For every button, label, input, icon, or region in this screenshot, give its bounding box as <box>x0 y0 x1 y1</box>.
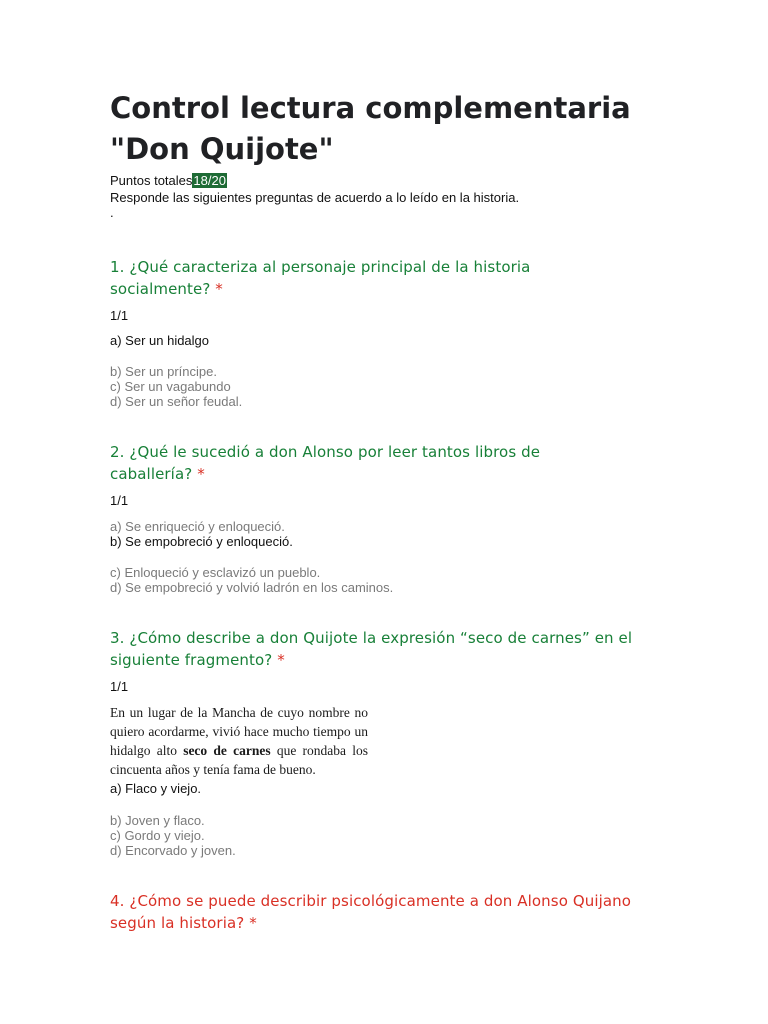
title-line-2: "Don Quijote" <box>110 132 334 166</box>
fragment-highlight: seco de carnes <box>183 743 271 758</box>
option-c[interactable]: c) Ser un vagabundo <box>110 379 231 394</box>
options-list <box>110 519 670 595</box>
question-2 <box>110 441 670 595</box>
title-line-1: Control lectura complementaria <box>110 91 631 125</box>
question-3 <box>110 627 670 858</box>
option-d[interactable]: d) Encorvado y joven. <box>110 843 236 858</box>
description-dot: . <box>110 205 114 220</box>
total-points <box>110 173 670 189</box>
required-asterisk: * <box>197 465 205 483</box>
question-4 <box>110 890 670 934</box>
option-c[interactable]: c) Gordo y viejo. <box>110 828 205 843</box>
form-description: Responde las siguientes preguntas de acuerdo a lo leído en la historia. <box>110 190 520 205</box>
quiz-page <box>110 88 670 934</box>
option-b-selected[interactable]: b) Se empobreció y enloqueció. <box>110 534 293 549</box>
page-title <box>110 88 670 170</box>
question-title: 2. ¿Qué le sucedió a don Alonso por leer tantos libros de caballería? * <box>110 443 541 483</box>
options-list <box>110 333 670 409</box>
option-b[interactable]: b) Joven y flaco. <box>110 813 205 828</box>
option-a-selected[interactable]: a) Ser un hidalgo <box>110 333 210 348</box>
options-list <box>110 781 670 858</box>
question-score: 1/1 <box>110 308 129 323</box>
question-title: 4. ¿Cómo se puede describir psicológicamente a don Alonso Quijano según la historia? * <box>110 892 632 932</box>
required-asterisk: * <box>249 914 257 932</box>
question-title: 3. ¿Cómo describe a don Quijote la expresión “seco de carnes” en el siguiente fragmento? * <box>110 629 633 669</box>
option-d[interactable]: d) Se empobreció y volvió ladrón en los caminos. <box>110 580 394 595</box>
required-asterisk: * <box>277 651 285 669</box>
option-c[interactable]: c) Enloqueció y esclavizó un pueblo. <box>110 565 321 580</box>
points-label: Puntos totales <box>110 173 193 188</box>
text-fragment-image: En un lugar de la Mancha de cuyo nombre no quiero acordarme, vivió hace mucho tiempo un hidalgo alto seco de carnes que rondaba los cincuenta años y tenía fama de bueno. <box>110 705 368 777</box>
question-score: 1/1 <box>110 679 129 694</box>
option-a[interactable]: a) Se enriqueció y enloqueció. <box>110 519 285 534</box>
question-title: 1. ¿Qué caracteriza al personaje principal de la historia socialmente? * <box>110 258 531 298</box>
option-d[interactable]: d) Ser un señor feudal. <box>110 394 243 409</box>
question-1 <box>110 256 670 409</box>
points-badge: 18/20 <box>193 173 226 188</box>
required-asterisk: * <box>215 280 223 298</box>
question-score: 1/1 <box>110 493 129 508</box>
option-a-selected[interactable]: a) Flaco y viejo. <box>110 781 202 796</box>
option-b[interactable]: b) Ser un príncipe. <box>110 364 217 379</box>
